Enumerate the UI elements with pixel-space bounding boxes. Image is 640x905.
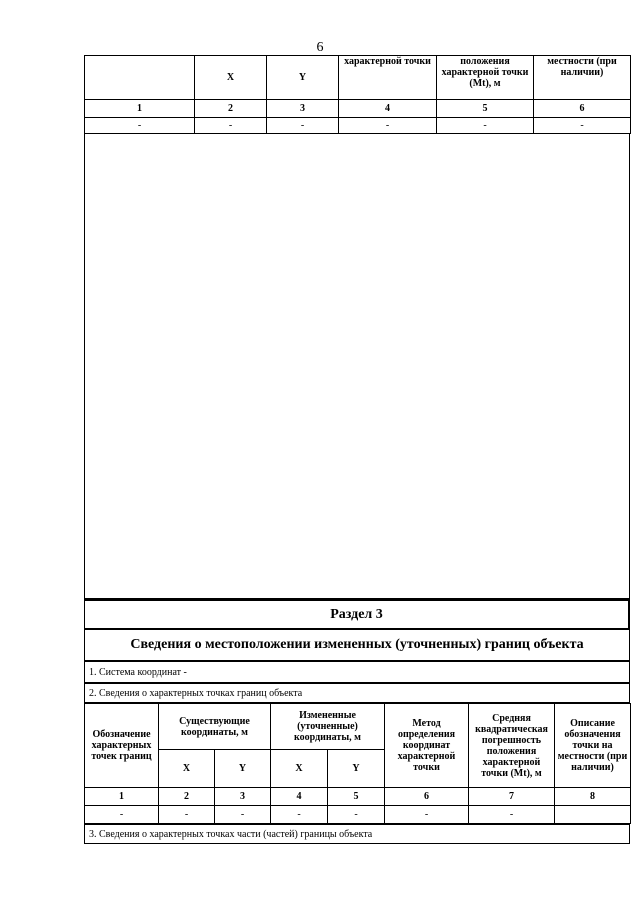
table-cell: - bbox=[469, 806, 555, 824]
col-number: 4 bbox=[339, 100, 437, 118]
table-cell: - bbox=[195, 118, 267, 134]
col-number: 1 bbox=[85, 100, 195, 118]
bottom-table-header-row bbox=[85, 704, 631, 750]
header-changed-y: Y bbox=[328, 750, 385, 788]
coordinate-system-line: 1. Система координат - bbox=[84, 661, 630, 683]
section-title: Раздел 3 bbox=[84, 599, 630, 629]
col-number: 6 bbox=[534, 100, 631, 118]
col-number: 7 bbox=[469, 788, 555, 806]
top-header-accuracy: положения характерной точки (Mt), м bbox=[437, 56, 534, 100]
top-header-x: X bbox=[195, 56, 267, 100]
col-number: 3 bbox=[267, 100, 339, 118]
header-existing-coords: Существующие координаты, м bbox=[159, 704, 271, 750]
header-accuracy: Средняя квадратическая погрешность положения характерной точки (Mt), м bbox=[469, 704, 555, 788]
col-number: 1 bbox=[85, 788, 159, 806]
col-number: 8 bbox=[555, 788, 631, 806]
table-cell: - bbox=[534, 118, 631, 134]
header-changed-x: X bbox=[271, 750, 328, 788]
table-cell bbox=[555, 806, 631, 824]
table-cell: - bbox=[215, 806, 271, 824]
top-header-y: Y bbox=[267, 56, 339, 100]
header-existing-y: Y bbox=[215, 750, 271, 788]
top-table-header-row bbox=[85, 56, 631, 100]
table-cell: - bbox=[385, 806, 469, 824]
points-heading: 2. Сведения о характерных точках границ объекта bbox=[84, 683, 630, 703]
col-number: 2 bbox=[195, 100, 267, 118]
table-row bbox=[85, 118, 631, 134]
col-number: 2 bbox=[159, 788, 215, 806]
section-subtitle: Сведения о местоположении измененных (уточненных) границ объекта bbox=[84, 629, 630, 661]
page-number: 6 bbox=[316, 40, 324, 55]
top-header-description: местности (при наличии) bbox=[534, 56, 631, 100]
table-cell: - bbox=[267, 118, 339, 134]
top-header-method: характерной точки bbox=[339, 56, 437, 100]
table-cell: - bbox=[271, 806, 328, 824]
table-cell: - bbox=[328, 806, 385, 824]
table-cell: - bbox=[159, 806, 215, 824]
col-number: 3 bbox=[215, 788, 271, 806]
col-number: 5 bbox=[437, 100, 534, 118]
table-cell: - bbox=[85, 806, 159, 824]
table-row bbox=[85, 806, 631, 824]
header-description: Описание обозначения точки на местности (при наличии) bbox=[555, 704, 631, 788]
table-cell: - bbox=[339, 118, 437, 134]
blank-area bbox=[84, 133, 630, 599]
col-number: 6 bbox=[385, 788, 469, 806]
header-changed-coords: Измененные (уточненные) координаты, м bbox=[271, 704, 385, 750]
table-cell: - bbox=[85, 118, 195, 134]
part-heading: 3. Сведения о характерных точках части (частей) границы объекта bbox=[84, 824, 630, 844]
table-cell: - bbox=[437, 118, 534, 134]
col-number: 5 bbox=[328, 788, 385, 806]
header-existing-x: X bbox=[159, 750, 215, 788]
top-coordinates-table bbox=[84, 55, 631, 134]
boundary-points-table bbox=[84, 703, 631, 824]
top-header-cell bbox=[85, 56, 195, 100]
top-table-number-row bbox=[85, 100, 631, 118]
bottom-table-number-row bbox=[85, 788, 631, 806]
col-number: 4 bbox=[271, 788, 328, 806]
header-point-designation: Обозначение характерных точек границ bbox=[85, 704, 159, 788]
header-method: Метод определения координат характерной точки bbox=[385, 704, 469, 788]
